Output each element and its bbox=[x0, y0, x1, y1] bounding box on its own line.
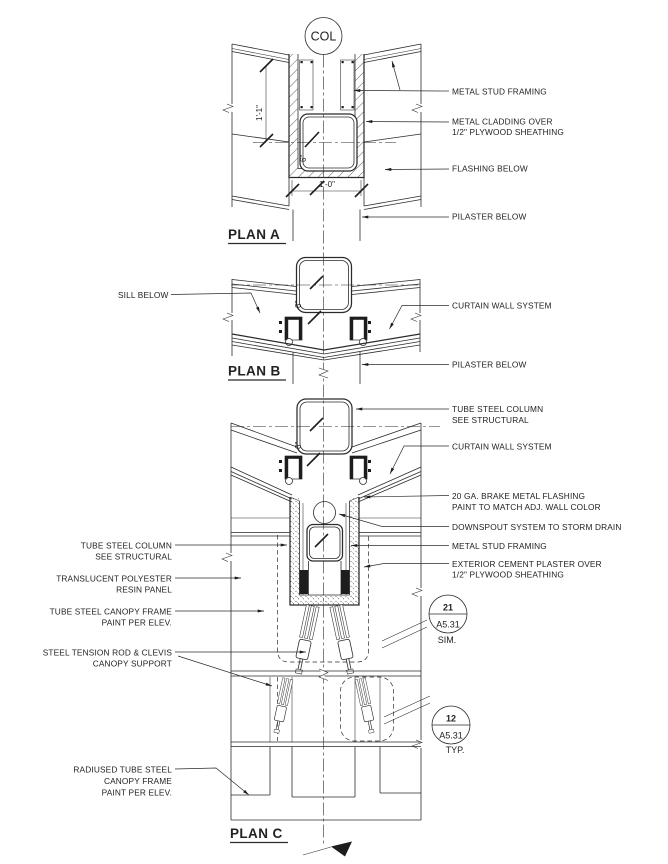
dim-tube-a: 6" bbox=[299, 154, 308, 162]
label-canopy-frame-1: TUBE STEEL CANOPY FRAME bbox=[49, 606, 172, 617]
label-metal-stud-framing-c: METAL STUD FRAMING bbox=[452, 541, 547, 551]
plan-c-title: PLAN C bbox=[230, 826, 283, 841]
metal-stud-framing-plan-a bbox=[300, 60, 355, 110]
plan-a-detail bbox=[223, 44, 564, 244]
label-radiused-3: PAINT PER ELEV. bbox=[101, 787, 172, 798]
callout-12-sheet: A5.31 bbox=[439, 730, 463, 741]
curtain-wall-mullion-right-c bbox=[350, 456, 371, 479]
label-radiused-2: CANOPY FRAME bbox=[103, 776, 172, 786]
label-canopy-frame-2: PAINT PER ELEV. bbox=[101, 617, 172, 628]
label-downspout: DOWNSPOUT SYSTEM TO STORM DRAIN bbox=[452, 522, 622, 532]
dim-1-0: 1'-0" bbox=[319, 180, 335, 189]
tension-rod-lower-right bbox=[355, 678, 377, 734]
plan-b-title: PLAN B bbox=[228, 363, 281, 379]
label-metal-cladding-2: 1/2" PLYWOOD SHEATHING bbox=[452, 127, 564, 137]
callout-12-note: TYP. bbox=[445, 745, 465, 755]
curtain-wall-mullion-right-b bbox=[350, 317, 371, 340]
plan-b-detail bbox=[118, 258, 552, 385]
label-tube-steel-column-left-1: TUBE STEEL COLUMN bbox=[80, 540, 172, 551]
label-pilaster-below-b: PILASTER BELOW bbox=[452, 359, 527, 370]
dim-1-1: 1'-1" bbox=[255, 105, 264, 121]
column-grid-tag bbox=[305, 18, 342, 55]
label-translucent-2: RESIN PANEL bbox=[116, 584, 172, 595]
callout-12-number: 12 bbox=[445, 713, 457, 724]
detail-callout-21 bbox=[382, 595, 467, 648]
label-tension-rod-2: CANOPY SUPPORT bbox=[92, 658, 172, 669]
curtain-wall-mullion-left-c bbox=[279, 456, 302, 479]
label-tube-steel-column-right-2: SEE STRUCTURAL bbox=[452, 415, 529, 425]
plan-c-detail bbox=[43, 399, 622, 857]
dim-tube-c: 6" bbox=[294, 441, 303, 449]
label-curtain-wall-c: CURTAIN WALL SYSTEM bbox=[452, 441, 552, 452]
label-tube-steel-column-left-2: SEE STRUCTURAL bbox=[95, 551, 172, 562]
dim-tube-b: 6" bbox=[294, 300, 303, 308]
downspout-pipe bbox=[314, 502, 336, 524]
label-translucent-1: TRANSLUCENT POLYESTER bbox=[56, 573, 172, 584]
label-tension-rod-1: STEEL TENSION ROD & CLEVIS bbox=[42, 647, 172, 658]
curtain-wall-mullion-left-b bbox=[279, 317, 302, 340]
tube-steel-column-inner-c bbox=[307, 525, 343, 596]
label-cement-plaster-2: 1/2" PLYWOOD SHEATHING bbox=[452, 569, 564, 580]
col-tag-text: COL bbox=[310, 29, 337, 44]
tension-rod-lower-left bbox=[271, 678, 293, 734]
callout-21-number: 21 bbox=[442, 602, 454, 613]
label-tube-steel-column-right-1: TUBE STEEL COLUMN bbox=[452, 404, 544, 414]
label-metal-stud-framing-a: METAL STUD FRAMING bbox=[452, 86, 547, 97]
label-brake-metal-2: PAINT TO MATCH ADJ. WALL COLOR bbox=[452, 502, 601, 512]
label-radiused-1: RADIUSED TUBE STEEL bbox=[73, 764, 172, 775]
match-line-arrow bbox=[331, 842, 352, 857]
column-clamp-right bbox=[341, 570, 350, 594]
column-clamp-left bbox=[300, 570, 309, 594]
tension-rod-upper-left bbox=[292, 605, 319, 675]
label-pilaster-below-a: PILASTER BELOW bbox=[452, 211, 527, 222]
label-curtain-wall-b: CURTAIN WALL SYSTEM bbox=[452, 300, 552, 311]
label-sill-below: SILL BELOW bbox=[117, 290, 169, 300]
label-metal-cladding-1: METAL CLADDING OVER bbox=[452, 116, 553, 127]
label-flashing-below: FLASHING BELOW bbox=[452, 163, 528, 174]
tension-rod-upper-right bbox=[330, 605, 357, 675]
label-brake-metal-1: 20 GA. BRAKE METAL FLASHING bbox=[452, 491, 586, 501]
plan-a-title: PLAN A bbox=[228, 227, 281, 242]
label-cement-plaster-1: EXTERIOR CEMENT PLASTER OVER bbox=[452, 559, 602, 569]
callout-21-note: SIM. bbox=[437, 635, 457, 645]
callout-21-sheet: A5.31 bbox=[436, 619, 460, 630]
